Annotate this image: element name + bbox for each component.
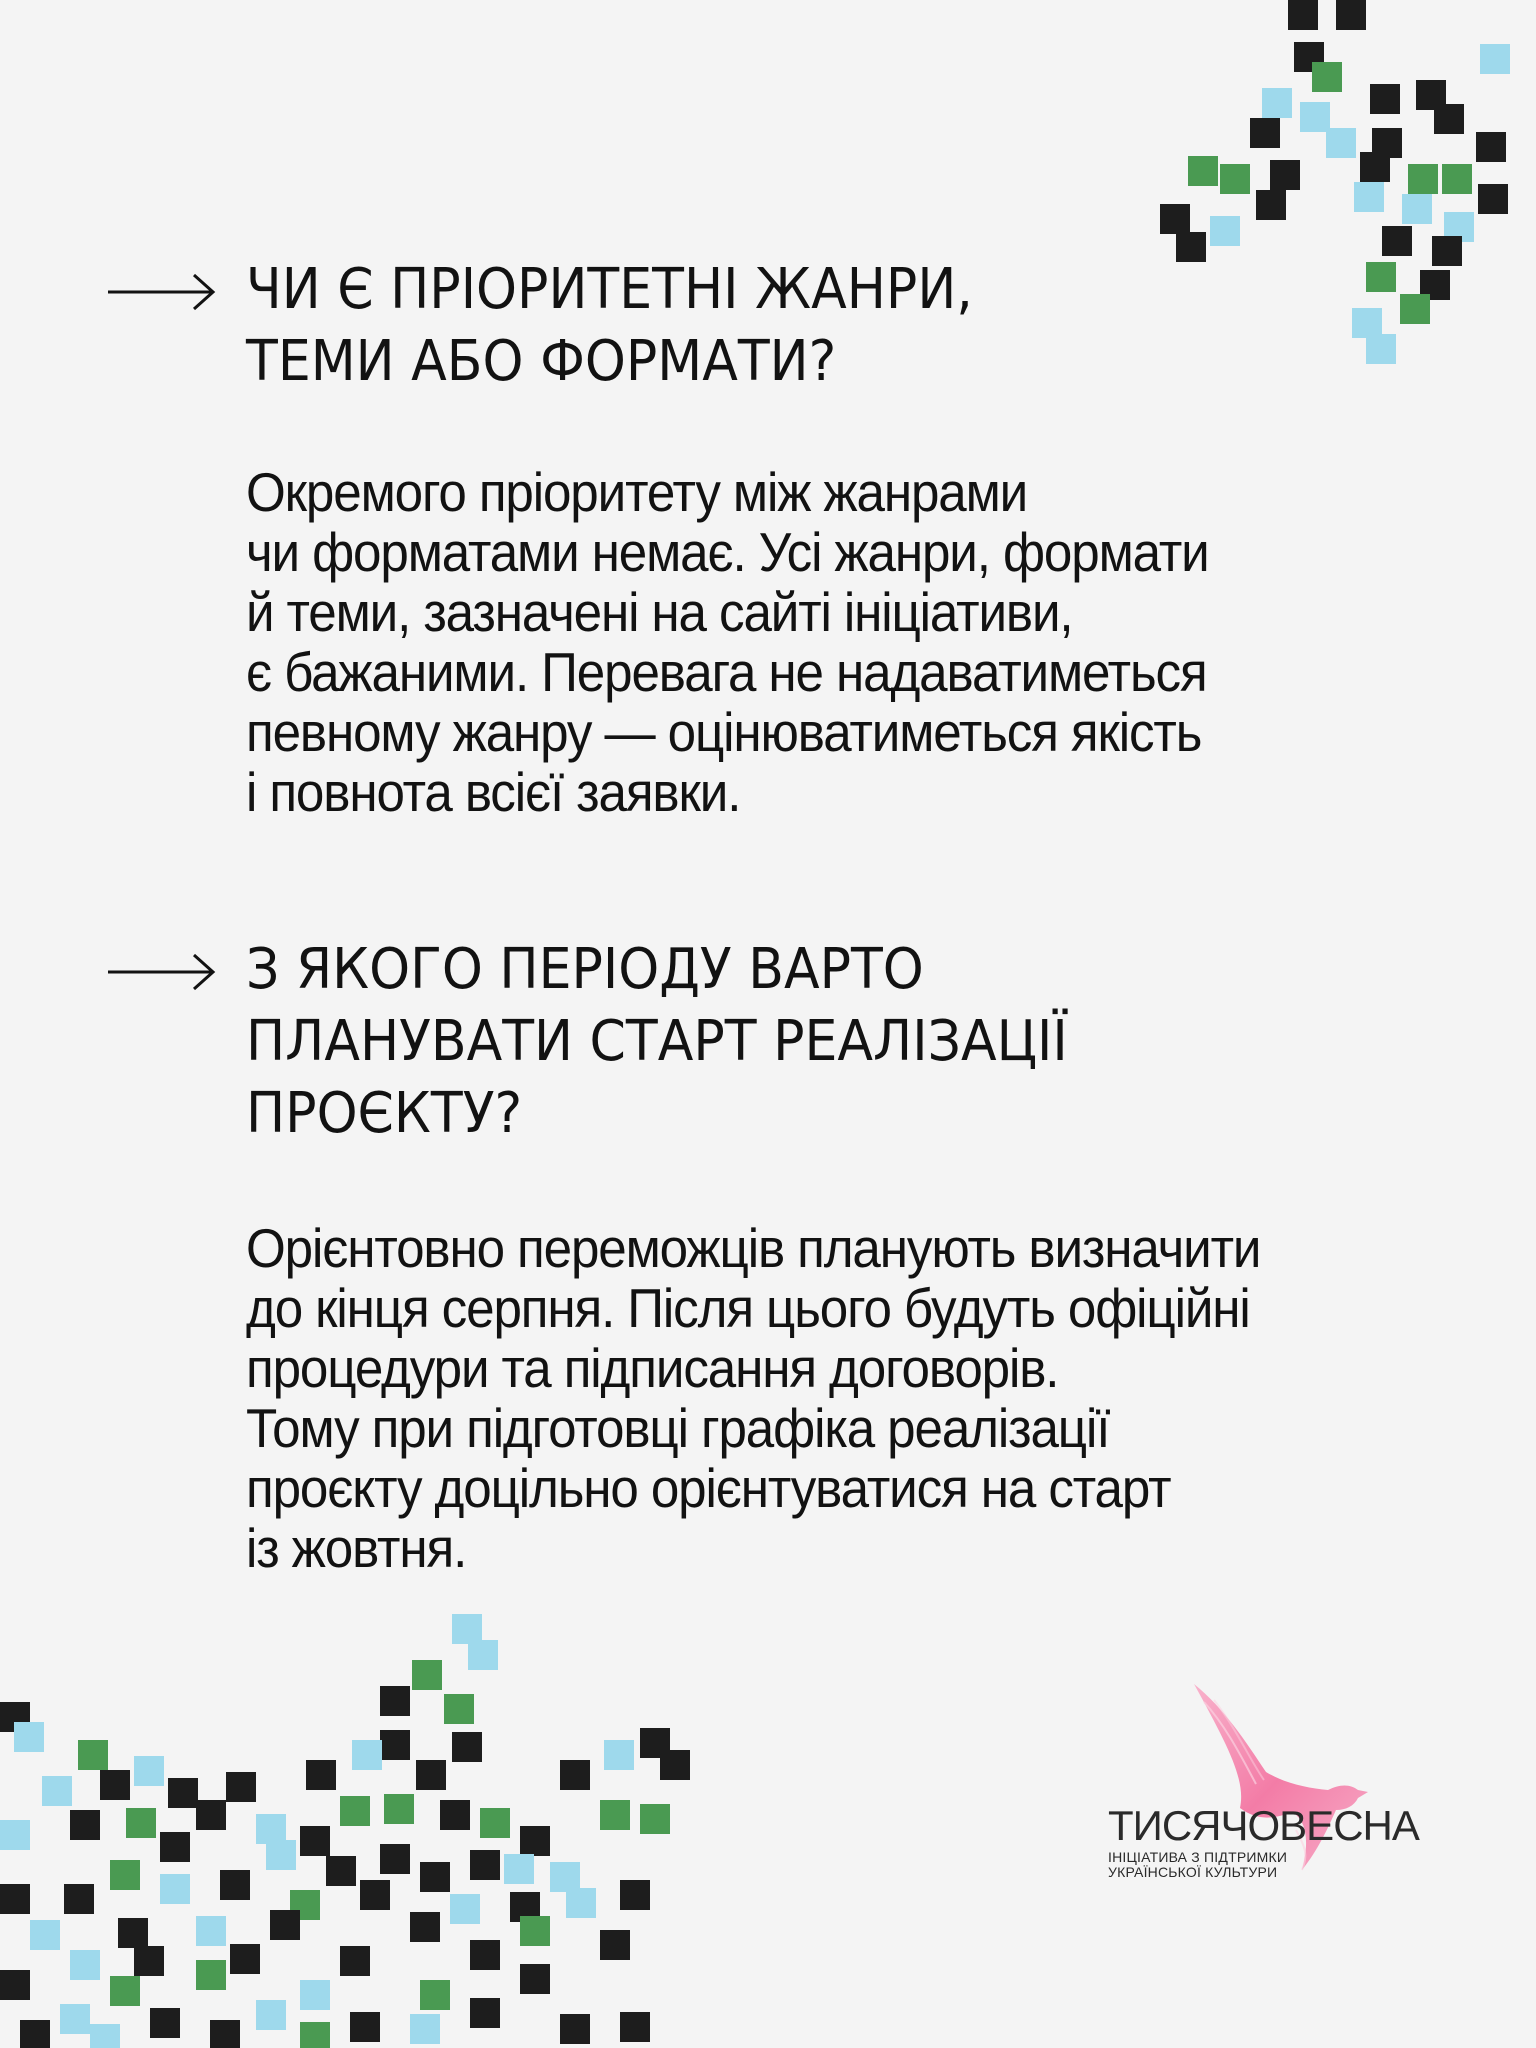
pixel-square	[604, 1740, 634, 1770]
pixel-square	[1336, 0, 1366, 30]
pixel-square	[300, 2022, 330, 2048]
pixel-square	[134, 1946, 164, 1976]
pixel-square	[560, 2014, 590, 2044]
pixel-square	[30, 1920, 60, 1950]
pixel-square	[110, 1860, 140, 1890]
pixel-square	[520, 1964, 550, 1994]
question-line: ПЛАНУВАТИ СТАРТ РЕАЛІЗАЦІЇ	[246, 1009, 1068, 1074]
arrow-right-icon	[108, 272, 218, 312]
pixel-square	[420, 1980, 450, 2010]
pixel-square	[60, 2004, 90, 2034]
pixel-square	[1288, 0, 1318, 30]
pixel-square	[566, 1888, 596, 1918]
pixel-square	[266, 1840, 296, 1870]
pixel-square	[134, 1756, 164, 1786]
pixel-square	[470, 1940, 500, 1970]
pixel-square	[1360, 152, 1390, 182]
pixel-square	[196, 1960, 226, 1990]
pixel-square	[384, 1794, 414, 1824]
answer-text	[246, 462, 1209, 822]
pixel-square	[220, 1870, 250, 1900]
pixel-square	[168, 1778, 198, 1808]
pixel-square	[640, 1728, 670, 1758]
pixel-square	[256, 2000, 286, 2030]
pixel-square	[300, 1980, 330, 2010]
pixel-square	[1400, 294, 1430, 324]
pixel-square	[1366, 262, 1396, 292]
pixel-square	[1220, 164, 1250, 194]
pixel-square	[270, 1910, 300, 1940]
pixel-square	[600, 1800, 630, 1830]
question-line: ТЕМИ АБО ФОРМАТИ?	[246, 329, 837, 394]
pixel-square	[1420, 270, 1450, 300]
pixel-square	[1416, 80, 1446, 110]
pixel-square	[1444, 212, 1474, 242]
pixel-square	[1210, 216, 1240, 246]
pixel-square	[0, 1970, 30, 2000]
pixel-square	[150, 2008, 180, 2038]
pixel-square	[380, 1844, 410, 1874]
question-line: ПРОЄКТУ?	[246, 1081, 523, 1146]
pixel-square	[340, 1796, 370, 1826]
pixel-square	[1434, 104, 1464, 134]
pixel-square	[470, 1998, 500, 2028]
answer-line: Окремого пріоритету між жанрами	[246, 461, 1028, 523]
pixel-square	[600, 1930, 630, 1960]
pixel-square	[196, 1800, 226, 1830]
pixel-square	[468, 1640, 498, 1670]
pixel-square	[380, 1730, 410, 1760]
answer-line: із жовтня.	[246, 1517, 467, 1579]
pixel-square	[620, 2012, 650, 2042]
pixel-square	[1176, 232, 1206, 262]
brand-tagline-line: ІНІЦІАТИВА З ПІДТРИМКИ	[1108, 1849, 1288, 1865]
pixel-square	[1476, 132, 1506, 162]
pixel-square	[480, 1808, 510, 1838]
pixel-square	[450, 1894, 480, 1924]
pixel-square	[126, 1808, 156, 1838]
pixel-square	[1256, 190, 1286, 220]
pixel-square	[90, 2024, 120, 2048]
pixel-square	[226, 1772, 256, 1802]
pixel-square	[452, 1732, 482, 1762]
pixel-square	[196, 1916, 226, 1946]
pixel-square	[306, 1760, 336, 1790]
brand-tagline-line: УКРАЇНСЬКОЇ КУЛЬТУРИ	[1108, 1864, 1278, 1880]
answer-line: чи форматами немає. Усі жанри, формати	[246, 521, 1209, 583]
pixel-square	[1408, 164, 1438, 194]
pixel-square	[1160, 204, 1190, 234]
pixel-square	[1312, 62, 1342, 92]
pixel-square	[520, 1916, 550, 1946]
answer-line: певному жанру — оцінюватиметься якість	[246, 701, 1202, 763]
answer-line: проєкту доцільно орієнтуватися на старт	[246, 1457, 1171, 1519]
answer-line: до кінця серпня. Після цього будуть офіційні	[246, 1277, 1250, 1339]
pixel-square	[118, 1918, 148, 1948]
pixel-square	[64, 1884, 94, 1914]
pixel-square	[1270, 160, 1300, 190]
brand-tagline	[1108, 1850, 1287, 1880]
question-heading	[246, 934, 1068, 1150]
pixel-square	[640, 1804, 670, 1834]
pixel-square	[360, 1880, 390, 1910]
pixel-square	[412, 1660, 442, 1690]
pixel-square	[440, 1800, 470, 1830]
pixel-square	[1402, 194, 1432, 224]
pixel-square	[1432, 236, 1462, 266]
pixel-square	[20, 2020, 50, 2048]
pixel-square	[0, 1884, 30, 1914]
answer-line: Тому при підготовці графіка реалізації	[246, 1397, 1110, 1459]
pixel-square	[550, 1862, 580, 1892]
pixel-square	[0, 1820, 30, 1850]
answer-line: є бажаними. Перевага не надаватиметься	[246, 641, 1207, 703]
pixel-square	[620, 1880, 650, 1910]
pixel-square	[230, 1944, 260, 1974]
pixel-square	[1370, 84, 1400, 114]
pixel-square	[504, 1854, 534, 1884]
arrow-right-icon	[108, 952, 218, 992]
pixel-square	[42, 1776, 72, 1806]
pixel-square	[160, 1832, 190, 1862]
pixel-square	[1262, 88, 1292, 118]
pixel-square	[100, 1770, 130, 1800]
pixel-square	[110, 1976, 140, 2006]
pixel-square	[1372, 128, 1402, 158]
pixel-square	[452, 1614, 482, 1644]
pixel-square	[326, 1856, 356, 1886]
pixel-square	[1250, 118, 1280, 148]
pixel-square	[380, 1686, 410, 1716]
pixel-square	[1188, 156, 1218, 186]
brand-name: ТИСЯЧОВЕСНА	[1108, 1802, 1419, 1849]
pixel-square	[444, 1694, 474, 1724]
pixel-square	[1442, 164, 1472, 194]
pixel-square	[470, 1850, 500, 1880]
pixel-square	[210, 2020, 240, 2048]
pixel-square	[70, 1810, 100, 1840]
question-heading	[246, 254, 973, 398]
answer-text	[246, 1218, 1260, 1578]
pixel-square	[410, 1912, 440, 1942]
pixel-square	[340, 1946, 370, 1976]
pixel-square	[660, 1750, 690, 1780]
pixel-square	[420, 1862, 450, 1892]
pixel-square	[1300, 102, 1330, 132]
answer-line: Орієнтовно переможців планують визначити	[246, 1217, 1261, 1279]
answer-line: і повнота всієї заявки.	[246, 761, 741, 823]
pixel-square	[1480, 44, 1510, 74]
pixel-square	[350, 2012, 380, 2042]
pixel-square	[78, 1740, 108, 1770]
pixel-square	[1366, 334, 1396, 364]
pixel-square	[1478, 184, 1508, 214]
pixel-square	[1326, 128, 1356, 158]
pixel-square	[14, 1722, 44, 1752]
pixel-square	[1382, 226, 1412, 256]
question-line: ЧИ Є ПРІОРИТЕТНІ ЖАНРИ,	[246, 257, 973, 322]
pixel-square	[70, 1950, 100, 1980]
pixel-square	[290, 1890, 320, 1920]
pixel-square	[300, 1826, 330, 1856]
answer-line: й теми, зазначені на сайті ініціативи,	[246, 581, 1073, 643]
pixel-square	[0, 1702, 30, 1732]
pixel-square	[1352, 308, 1382, 338]
pixel-square	[256, 1814, 286, 1844]
pixel-square	[410, 2014, 440, 2044]
answer-line: процедури та підписання договорів.	[246, 1337, 1059, 1399]
pixel-square	[520, 1826, 550, 1856]
pixel-square	[352, 1740, 382, 1770]
pixel-square	[1354, 182, 1384, 212]
pixel-square	[160, 1874, 190, 1904]
pixel-square	[510, 1892, 540, 1922]
pixel-square	[1294, 42, 1324, 72]
pixel-square	[560, 1760, 590, 1790]
brand-logo	[1096, 1680, 1476, 1910]
question-line: З ЯКОГО ПЕРІОДУ ВАРТО	[246, 937, 924, 1002]
pixel-square	[416, 1760, 446, 1790]
